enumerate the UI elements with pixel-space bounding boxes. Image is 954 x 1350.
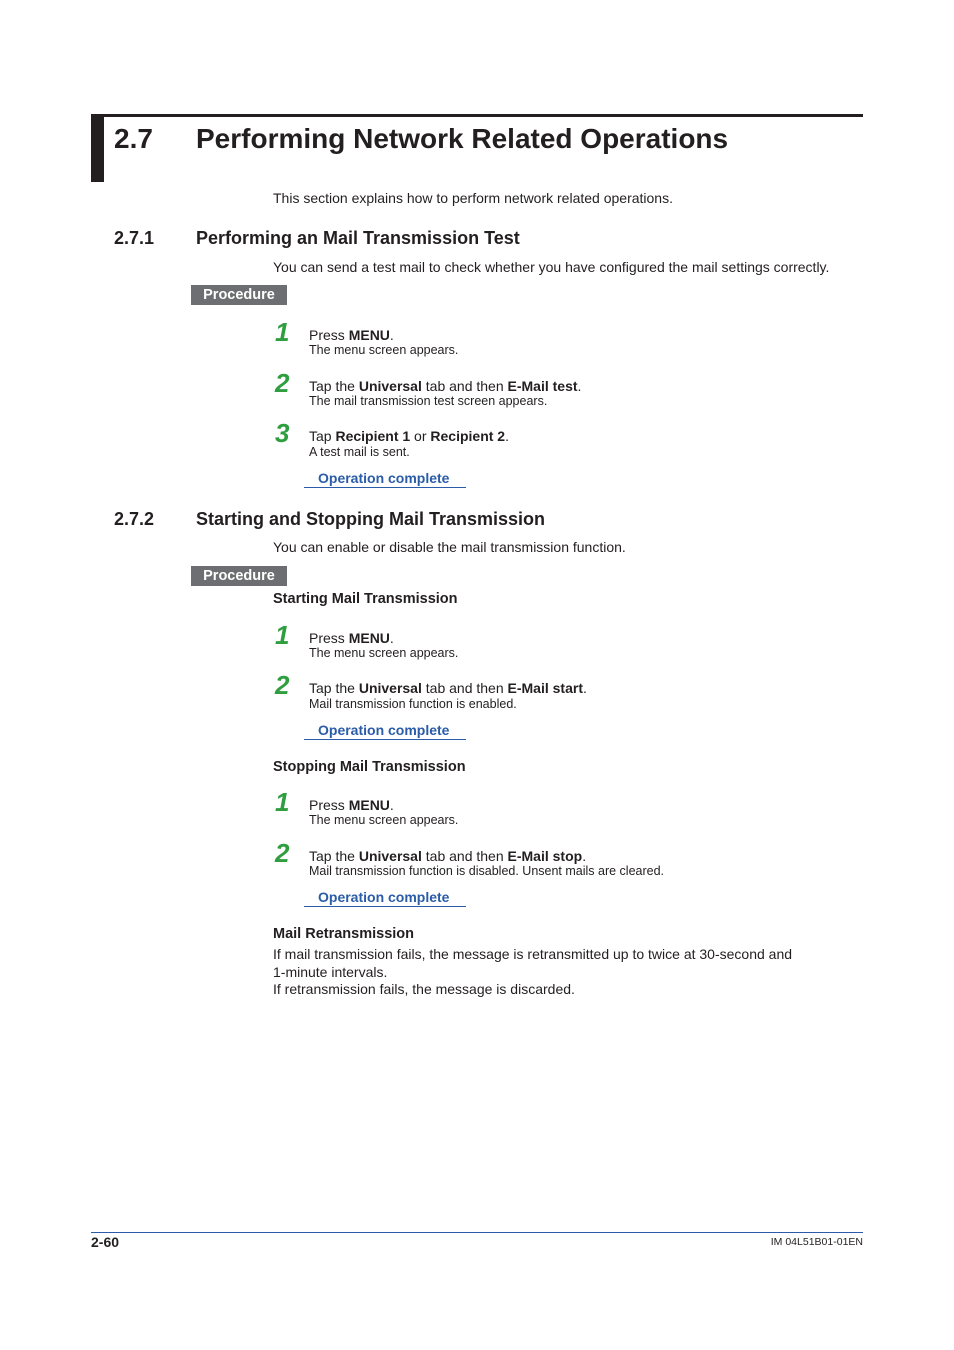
operation-complete: Operation complete bbox=[304, 888, 466, 907]
operation-complete: Operation complete bbox=[304, 469, 466, 488]
paragraph-line: If mail transmission fails, the message is retransmitted up to twice at 30-second and bbox=[273, 946, 793, 962]
paragraph-line: 1-minute intervals. bbox=[273, 964, 388, 980]
section-number: 2.7 bbox=[114, 123, 153, 154]
ui-term: Recipient 1 bbox=[335, 428, 411, 444]
step-result: The menu screen appears. bbox=[309, 343, 459, 357]
step-result: Mail transmission function is disabled. Unsent mails are cleared. bbox=[309, 864, 665, 878]
subheading-retransmission: Mail Retransmission bbox=[273, 926, 415, 942]
section-marker-bar bbox=[91, 114, 104, 182]
ui-term: MENU bbox=[348, 797, 390, 813]
step-result: The mail transmission test screen appears. bbox=[309, 394, 548, 408]
subheading-starting: Starting Mail Transmission bbox=[273, 591, 458, 607]
step-result: The menu screen appears. bbox=[309, 646, 459, 660]
ui-term: MENU bbox=[348, 327, 390, 343]
ui-term: E-Mail start bbox=[507, 680, 583, 696]
subheading-stopping: Stopping Mail Transmission bbox=[273, 759, 466, 775]
step-number: 1 bbox=[275, 787, 290, 817]
step-instruction: Press MENU. bbox=[309, 630, 394, 646]
step-instruction: Tap the Universal tab and then E-Mail start. bbox=[309, 680, 587, 696]
step-number: 3 bbox=[275, 418, 290, 448]
ui-term: E-Mail stop bbox=[507, 848, 583, 864]
step-number: 2 bbox=[275, 838, 290, 868]
subsection-intro: You can enable or disable the mail transmission function. bbox=[273, 539, 626, 555]
ui-term: Recipient 2 bbox=[430, 428, 506, 444]
step-number: 2 bbox=[275, 670, 290, 700]
procedure-label: Procedure bbox=[191, 285, 287, 305]
subsection-title: Starting and Stopping Mail Transmission bbox=[196, 509, 546, 529]
step-instruction: Tap the Universal tab and then E-Mail test. bbox=[309, 378, 582, 394]
ui-term: MENU bbox=[348, 630, 390, 646]
step-number: 1 bbox=[275, 620, 290, 650]
step-result: A test mail is sent. bbox=[309, 445, 410, 459]
ui-term: Universal bbox=[358, 378, 422, 394]
step-instruction: Tap the Universal tab and then E-Mail stop. bbox=[309, 848, 587, 864]
subsection-title: Performing an Mail Transmission Test bbox=[196, 228, 520, 248]
step-result: The menu screen appears. bbox=[309, 813, 459, 827]
operation-complete: Operation complete bbox=[304, 721, 466, 740]
footer-rule bbox=[91, 1232, 863, 1233]
step-instruction: Tap Recipient 1 or Recipient 2. bbox=[309, 428, 509, 444]
ui-term: Universal bbox=[358, 848, 422, 864]
procedure-label: Procedure bbox=[191, 566, 287, 586]
ui-term: E-Mail test bbox=[507, 378, 578, 394]
section-title: Performing Network Related Operations bbox=[196, 123, 729, 154]
subsection-number: 2.7.2 bbox=[114, 509, 155, 529]
step-result: Mail transmission function is enabled. bbox=[309, 697, 517, 711]
ui-term: Universal bbox=[358, 680, 422, 696]
step-number: 2 bbox=[275, 368, 290, 398]
section-top-rule bbox=[104, 114, 863, 117]
subsection-intro: You can send a test mail to check whether you have configured the mail settings correctly. bbox=[273, 259, 830, 275]
step-number: 1 bbox=[275, 317, 290, 347]
step-instruction: Press MENU. bbox=[309, 327, 394, 343]
subsection-number: 2.7.1 bbox=[114, 228, 155, 248]
document-id: IM 04L51B01-01EN bbox=[770, 1236, 863, 1248]
step-instruction: Press MENU. bbox=[309, 797, 394, 813]
page-number: 2-60 bbox=[91, 1234, 120, 1250]
section-intro: This section explains how to perform network related operations. bbox=[273, 190, 673, 206]
paragraph-line: If retransmission fails, the message is discarded. bbox=[273, 981, 575, 997]
